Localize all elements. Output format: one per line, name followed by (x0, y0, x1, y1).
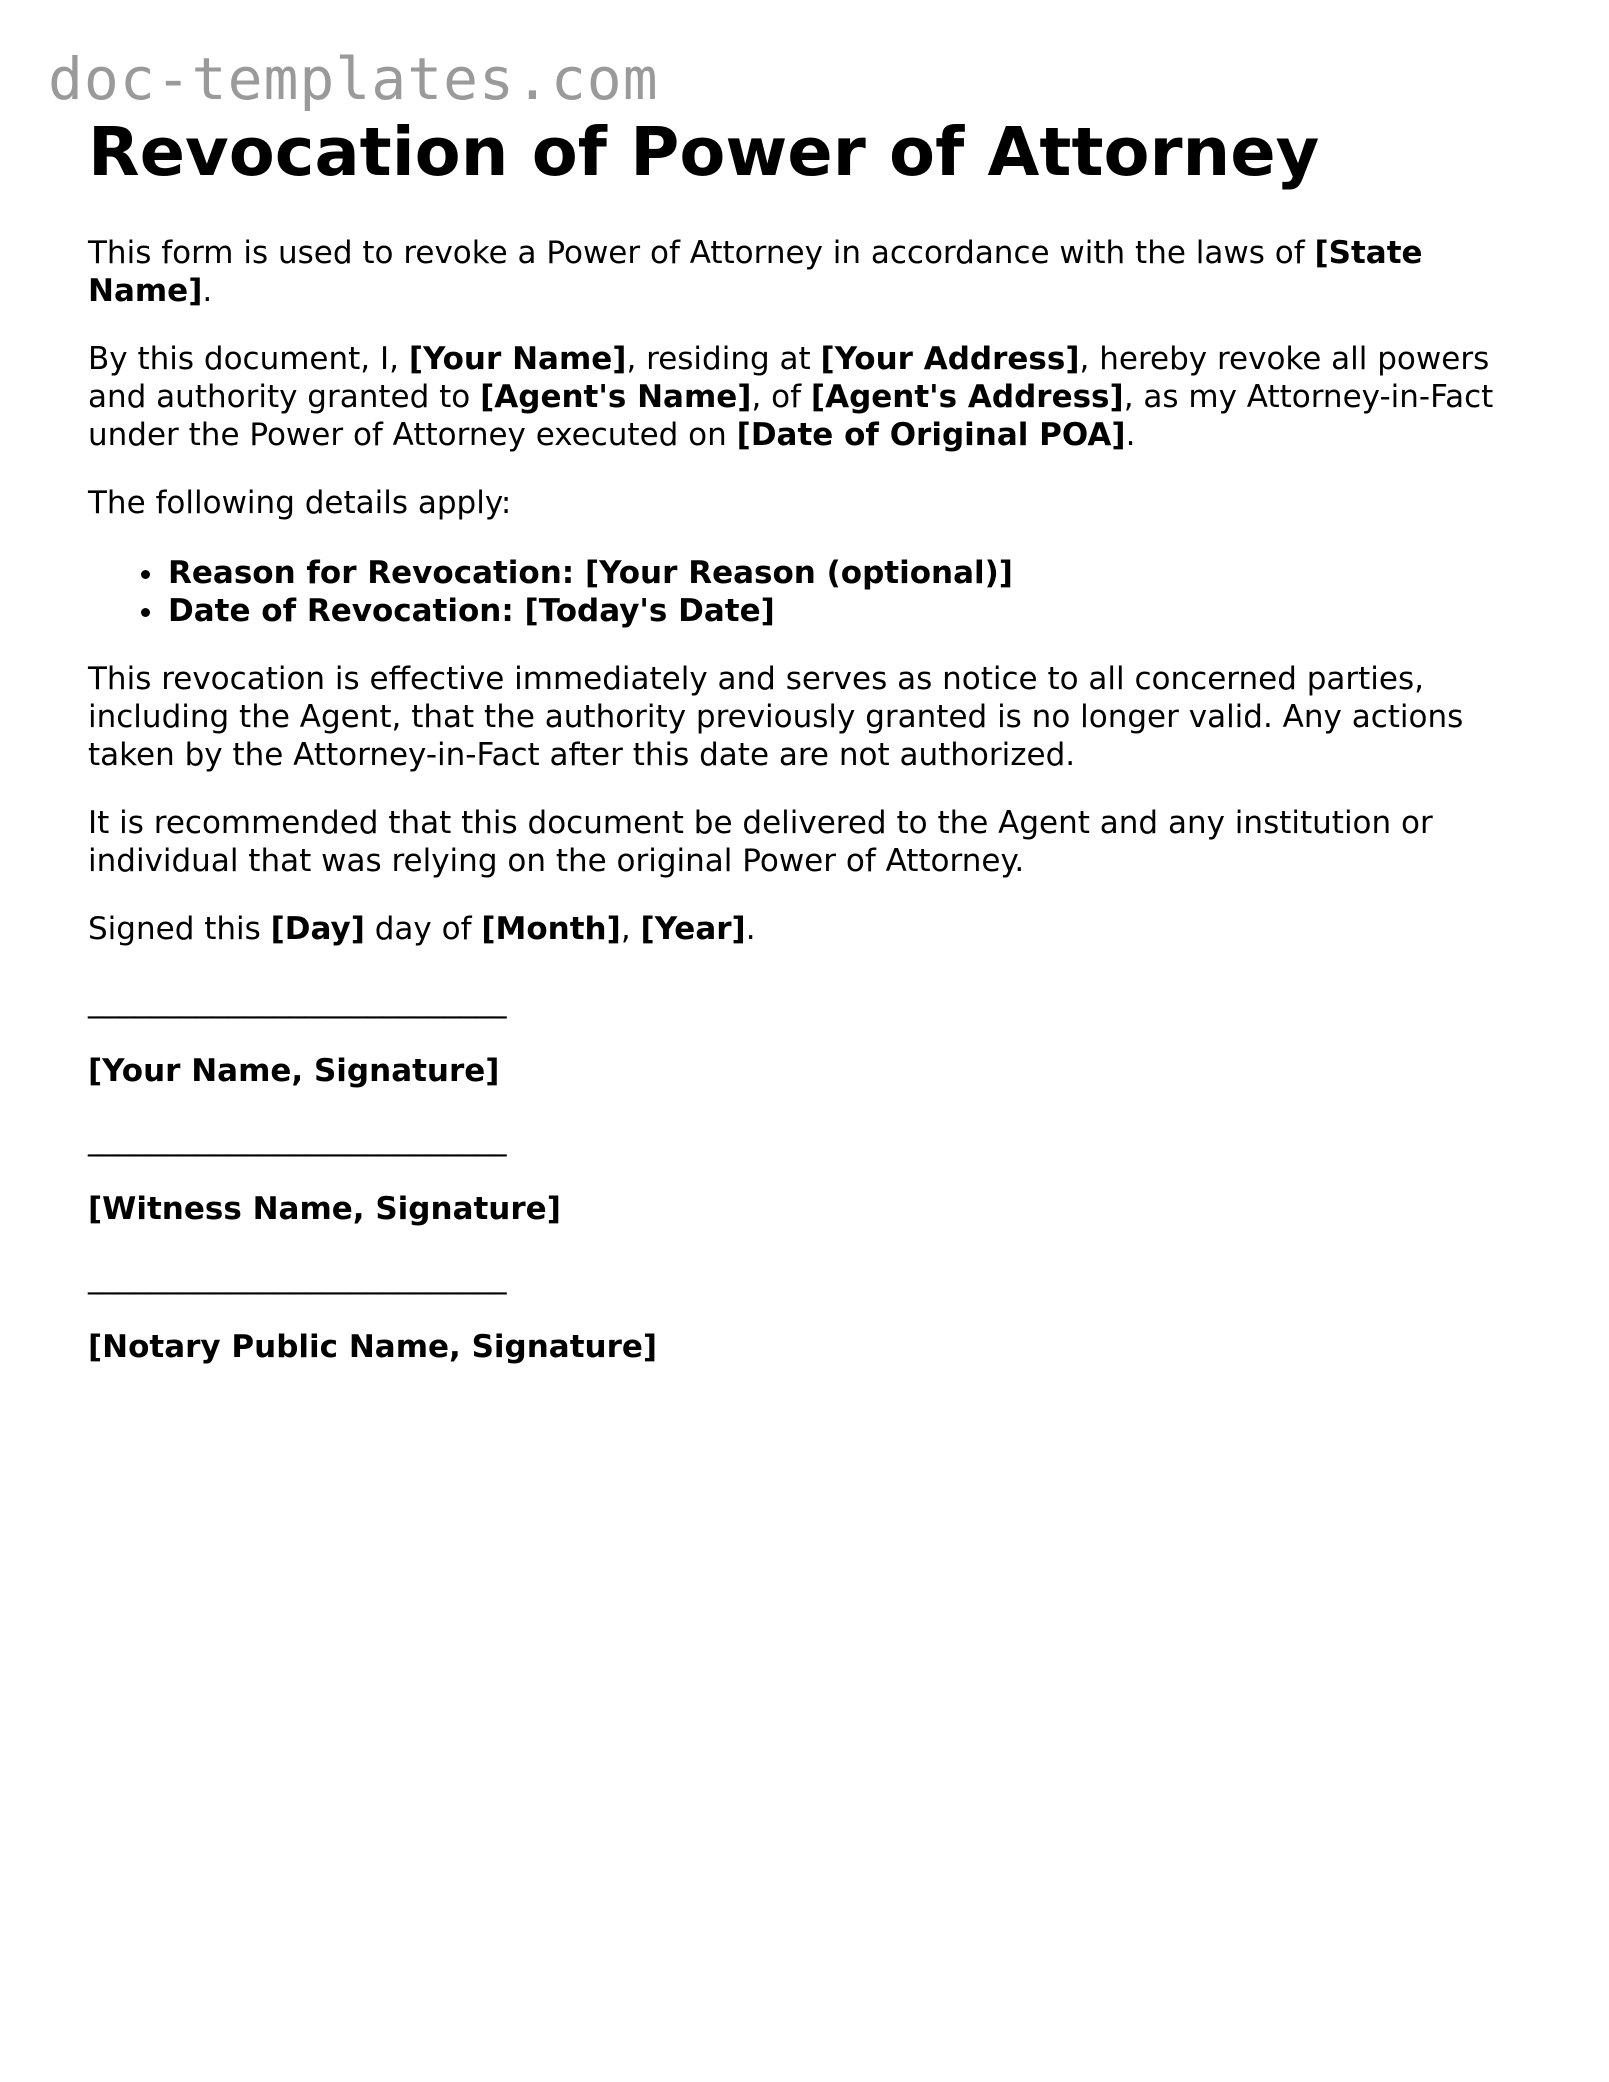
signed-text-4: . (745, 911, 756, 947)
agent-address-placeholder: [Agent's Address] (810, 379, 1124, 415)
state-name-placeholder: [State Name] (88, 235, 1423, 309)
signature-label-witness: [Witness Name, Signature] (88, 1191, 561, 1227)
decl-text-3: , hereby revoke all powers and authority granted to (88, 341, 1490, 415)
decl-text-4: , of (751, 379, 811, 415)
recommendation-paragraph (88, 804, 1528, 880)
decl-text-6: . (1125, 417, 1136, 453)
details-heading (88, 484, 1528, 522)
decl-text-5: , as my Attorney-in-Fact under the Power of Attorney executed on (88, 379, 1494, 453)
detail-item-date: • Date of Revocation: [Today's Date] (166, 592, 1528, 630)
declaration-paragraph (88, 340, 1528, 454)
signature-block-your-name (88, 982, 1528, 1090)
signature-line: ___________________________ (88, 983, 507, 1019)
signed-date-paragraph (88, 910, 1528, 948)
your-address-placeholder: [Your Address] (820, 341, 1080, 377)
signature-block-witness (88, 1120, 1528, 1228)
signature-block-notary (88, 1258, 1528, 1366)
intro-paragraph (88, 234, 1528, 310)
intro-end: . (202, 273, 213, 309)
signed-text-3: , (620, 911, 641, 947)
decl-text-2: , residing at (626, 341, 821, 377)
effect-paragraph (88, 660, 1528, 774)
signed-text-1: Signed this (88, 911, 271, 947)
watermark: doc-templates.com (48, 45, 659, 113)
document-title: Revocation of Power of Attorney (88, 113, 1320, 191)
agent-name-placeholder: [Agent's Name] (480, 379, 752, 415)
decl-text-1: By this document, I, (88, 341, 409, 377)
month-placeholder: [Month] (481, 911, 621, 947)
signed-text-2: day of (364, 911, 482, 947)
intro-text: This form is used to revoke a Power of Attorney in accordance with the laws of (88, 235, 1315, 271)
details-heading-text: The following details apply: (88, 485, 512, 521)
signature-label-notary: [Notary Public Name, Signature] (88, 1329, 658, 1365)
recommendation-text: It is recommended that this document be delivered to the Agent and any institution or individual that was relying on the original Power of Attorney. (88, 805, 1433, 879)
year-placeholder: [Year] (640, 911, 746, 947)
effect-text: This revocation is effective immediately and serves as notice to all concerned parties, including the Agent, that the authority previously granted is no longer valid. Any actions taken by the Attorney-in-Fact after this date are not authorized. (88, 661, 1464, 773)
signature-line: ___________________________ (88, 1259, 507, 1295)
signature-line: ___________________________ (88, 1121, 507, 1157)
details-list (88, 554, 1528, 630)
signature-label-your-name: [Your Name, Signature] (88, 1053, 500, 1089)
poa-date-placeholder: [Date of Original POA] (736, 417, 1126, 453)
document-page (88, 113, 1528, 1365)
detail-item-reason: • Reason for Revocation: [Your Reason (optional)] (166, 554, 1528, 592)
day-placeholder: [Day] (270, 911, 365, 947)
your-name-placeholder: [Your Name] (408, 341, 627, 377)
